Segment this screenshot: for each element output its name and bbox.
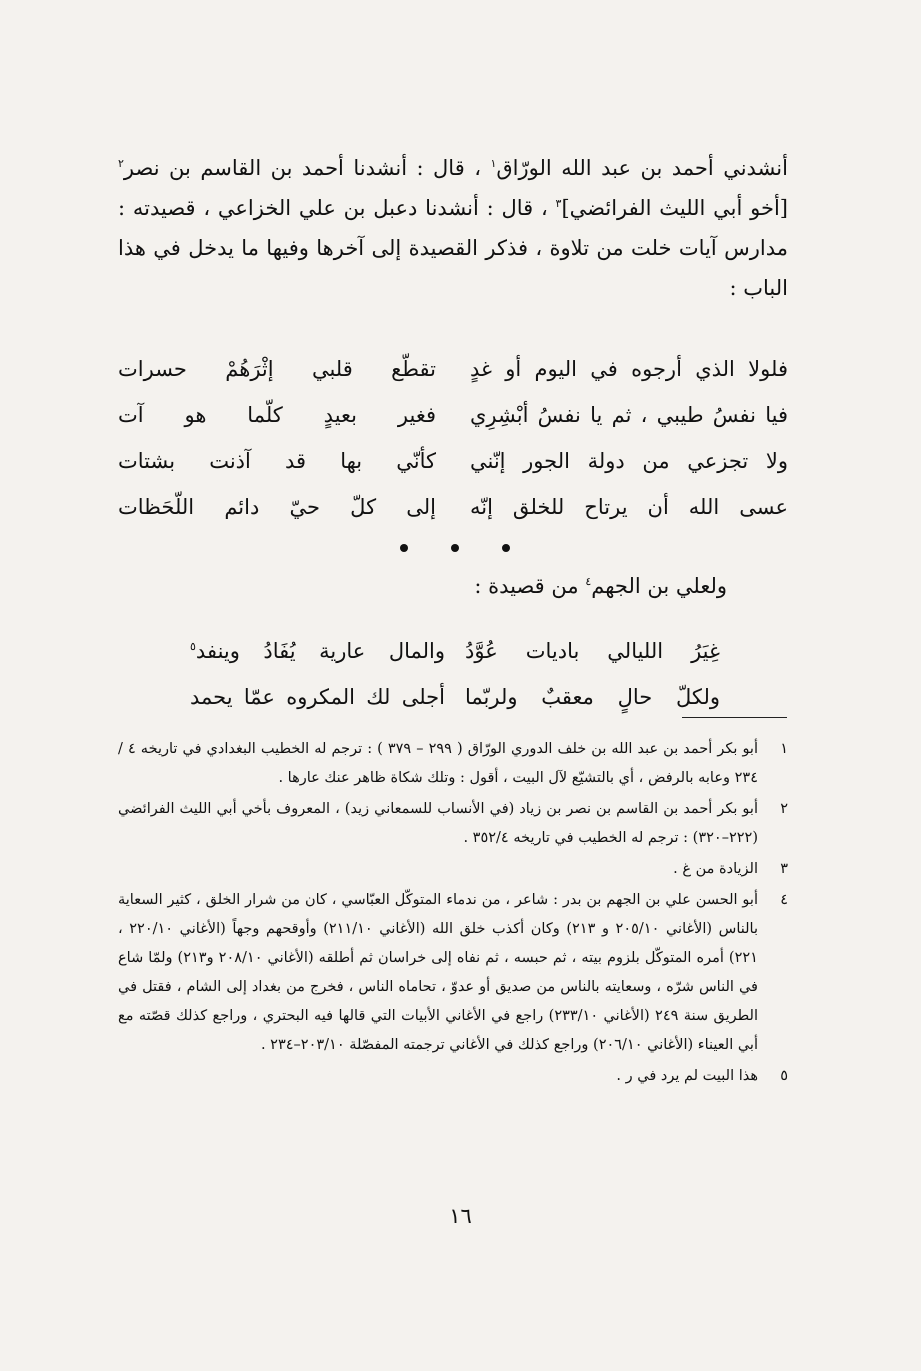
footnote — [118, 735, 788, 793]
verse-first-hemistich: فيا نفسُ طيبي ، ثم يا نفسُ أبْشِرِي — [470, 403, 788, 427]
footnotes — [118, 735, 788, 1093]
poem-dibil — [118, 346, 788, 530]
footnote-marker-4: ٤ — [585, 575, 592, 588]
verse-second-hemistich: فغير بعيدٍ كلّما هو آت — [118, 403, 436, 427]
verse-first-hemistich: عسى الله أن يرتاح للخلق إنّه — [470, 495, 788, 519]
footnote-text: أبو الحسن علي بن الجهم بن بدر : شاعر ، من ندماء المتوكّل العبّاسي ، كان من شرار الخلق ، كثير السعاية بالناس (الأغاني ٢٠٥/١٠ و ٢١٣) وكان أكذب خلق الله (الأغاني ٢١١/١٠) وأوقحهم وجهاً (الأغاني ٢٢٠/١٠ ، ٢٢١) أمره المتوكّل بلزوم بيته ، ثم حبسه ، ثم نفاه إلى خراسان ثم أطلقه (الأغاني ٢٠٨/١٠ و٢١٣) ولمّا شاع في الناس شرّه ، وسعايته بالناس من صديق أو عدوّ ، تحاماه الناس ، فخرج من بغداد إلى الشام ، فقتل في الطريق سنة ٢٤٩ (الأغاني ٢٣٣/١٠) راجع في الأغاني الأبيات التي قالها فيه البحتري ، وراجع كذلك قصّته مع أبي العيناء (الأغاني ٢٠٦/١٠) وراجع كذلك في الأغاني ترجمته المفصّلة ٢٠٣/١٠–٢٣٤ . — [118, 892, 758, 1053]
footnote-number: ١ — [780, 741, 788, 757]
footnote-marker-1: ١ — [490, 157, 497, 170]
intro-paragraph — [118, 148, 788, 308]
verse-first-hemistich: فلولا الذي أرجوه في اليوم أو غدٍ — [470, 357, 788, 381]
footnote-divider — [682, 717, 787, 718]
separator-star — [400, 544, 408, 552]
verse-first-hemistich: ولا تجزعي من دولة الجور إنّني — [470, 449, 788, 473]
intro-text-4: ، قال : أنشدنا دعبل بن علي الخزاعي ، قصيدته : مدارس آيات خلت من تلاوة ، فذكر القصيدة إلى آخرها وفيها ما يدخل في هذا الباب : — [118, 196, 788, 300]
section-separator — [400, 536, 510, 560]
section2-intro — [474, 568, 727, 604]
page-number: ١٦ — [449, 1204, 472, 1228]
verse-line — [190, 674, 720, 720]
footnote-number: ٤ — [780, 892, 788, 908]
footnote-number: ٢ — [780, 801, 788, 817]
verse-line — [118, 484, 788, 530]
verse-second-hemistich: تقطّع قلبي إثْرَهُمْ حسرات — [118, 357, 436, 381]
footnote-marker-3: ٣ — [555, 197, 562, 210]
verse-line — [118, 392, 788, 438]
footnote — [118, 1062, 788, 1091]
verse-second-hemistich: إلى كلّ حيّ دائم اللّحَظات — [118, 495, 436, 519]
footnote-text: أبو بكر أحمد بن عبد الله بن خلف الدوري الورّاق ( ٢٩٩ – ٣٧٩ ) : ترجم له الخطيب البغدادي في تاريخه ٤ / ٢٣٤ وعابه بالرفض ، أي بالتشيّع لآل البيت ، أقول : وتلك شكاة ظاهر عنك عارها . — [118, 741, 758, 786]
section2-intro-a: ولعلي بن الجهم — [591, 574, 727, 598]
footnote-marker-2: ٢ — [118, 157, 124, 170]
footnote-number: ٣ — [780, 861, 788, 877]
intro-text-2: ، قال : أنشدنا أحمد بن القاسم بن نصر — [123, 156, 481, 180]
separator-star — [502, 544, 510, 552]
footnote — [118, 795, 788, 853]
verse-line — [118, 346, 788, 392]
verse-second-hemistich: أجلى لك المكروه عمّا يحمد — [190, 685, 445, 709]
verse-first-hemistich: غِيَرُ الليالي باديات عُوَّدُ — [465, 639, 720, 663]
footnote — [118, 855, 788, 884]
verse-second-hemistich — [190, 628, 445, 674]
poem-ali-ibn-jahm — [190, 628, 720, 720]
section2-intro-b: من قصيدة : — [474, 574, 579, 598]
footnote-text: أبو بكر أحمد بن القاسم بن نصر بن زياد (في الأنساب للسمعاني زيد) ، المعروف بأخي أبي الليث الفرائضي (٢٢٢–٣٢٠) : ترجم له الخطيب في تاريخه ٣٥٢/٤ . — [118, 801, 758, 846]
footnote-text: الزيادة من غ . — [673, 861, 758, 877]
footnote-number: ٥ — [780, 1068, 788, 1084]
footnote-marker-5: ٥ — [190, 640, 196, 653]
intro-text-1: أنشدني أحمد بن عبد الله الورّاق — [496, 156, 788, 180]
verse-second-hemistich: كأنّي بها قد آذنت بشتات — [118, 449, 436, 473]
hemistich-text: والمال عارية يُفَادُ وينفد — [195, 639, 445, 663]
footnote — [118, 886, 788, 1060]
verse-first-hemistich: ولكلّ حالٍ معقبٌ ولربّما — [465, 685, 720, 709]
footnote-text: هذا البيت لم يرد في ر . — [616, 1068, 758, 1084]
intro-text-3: [أخو أبي الليث الفرائضي] — [561, 196, 788, 220]
verse-line — [190, 628, 720, 674]
verse-line — [118, 438, 788, 484]
separator-star — [451, 544, 459, 552]
